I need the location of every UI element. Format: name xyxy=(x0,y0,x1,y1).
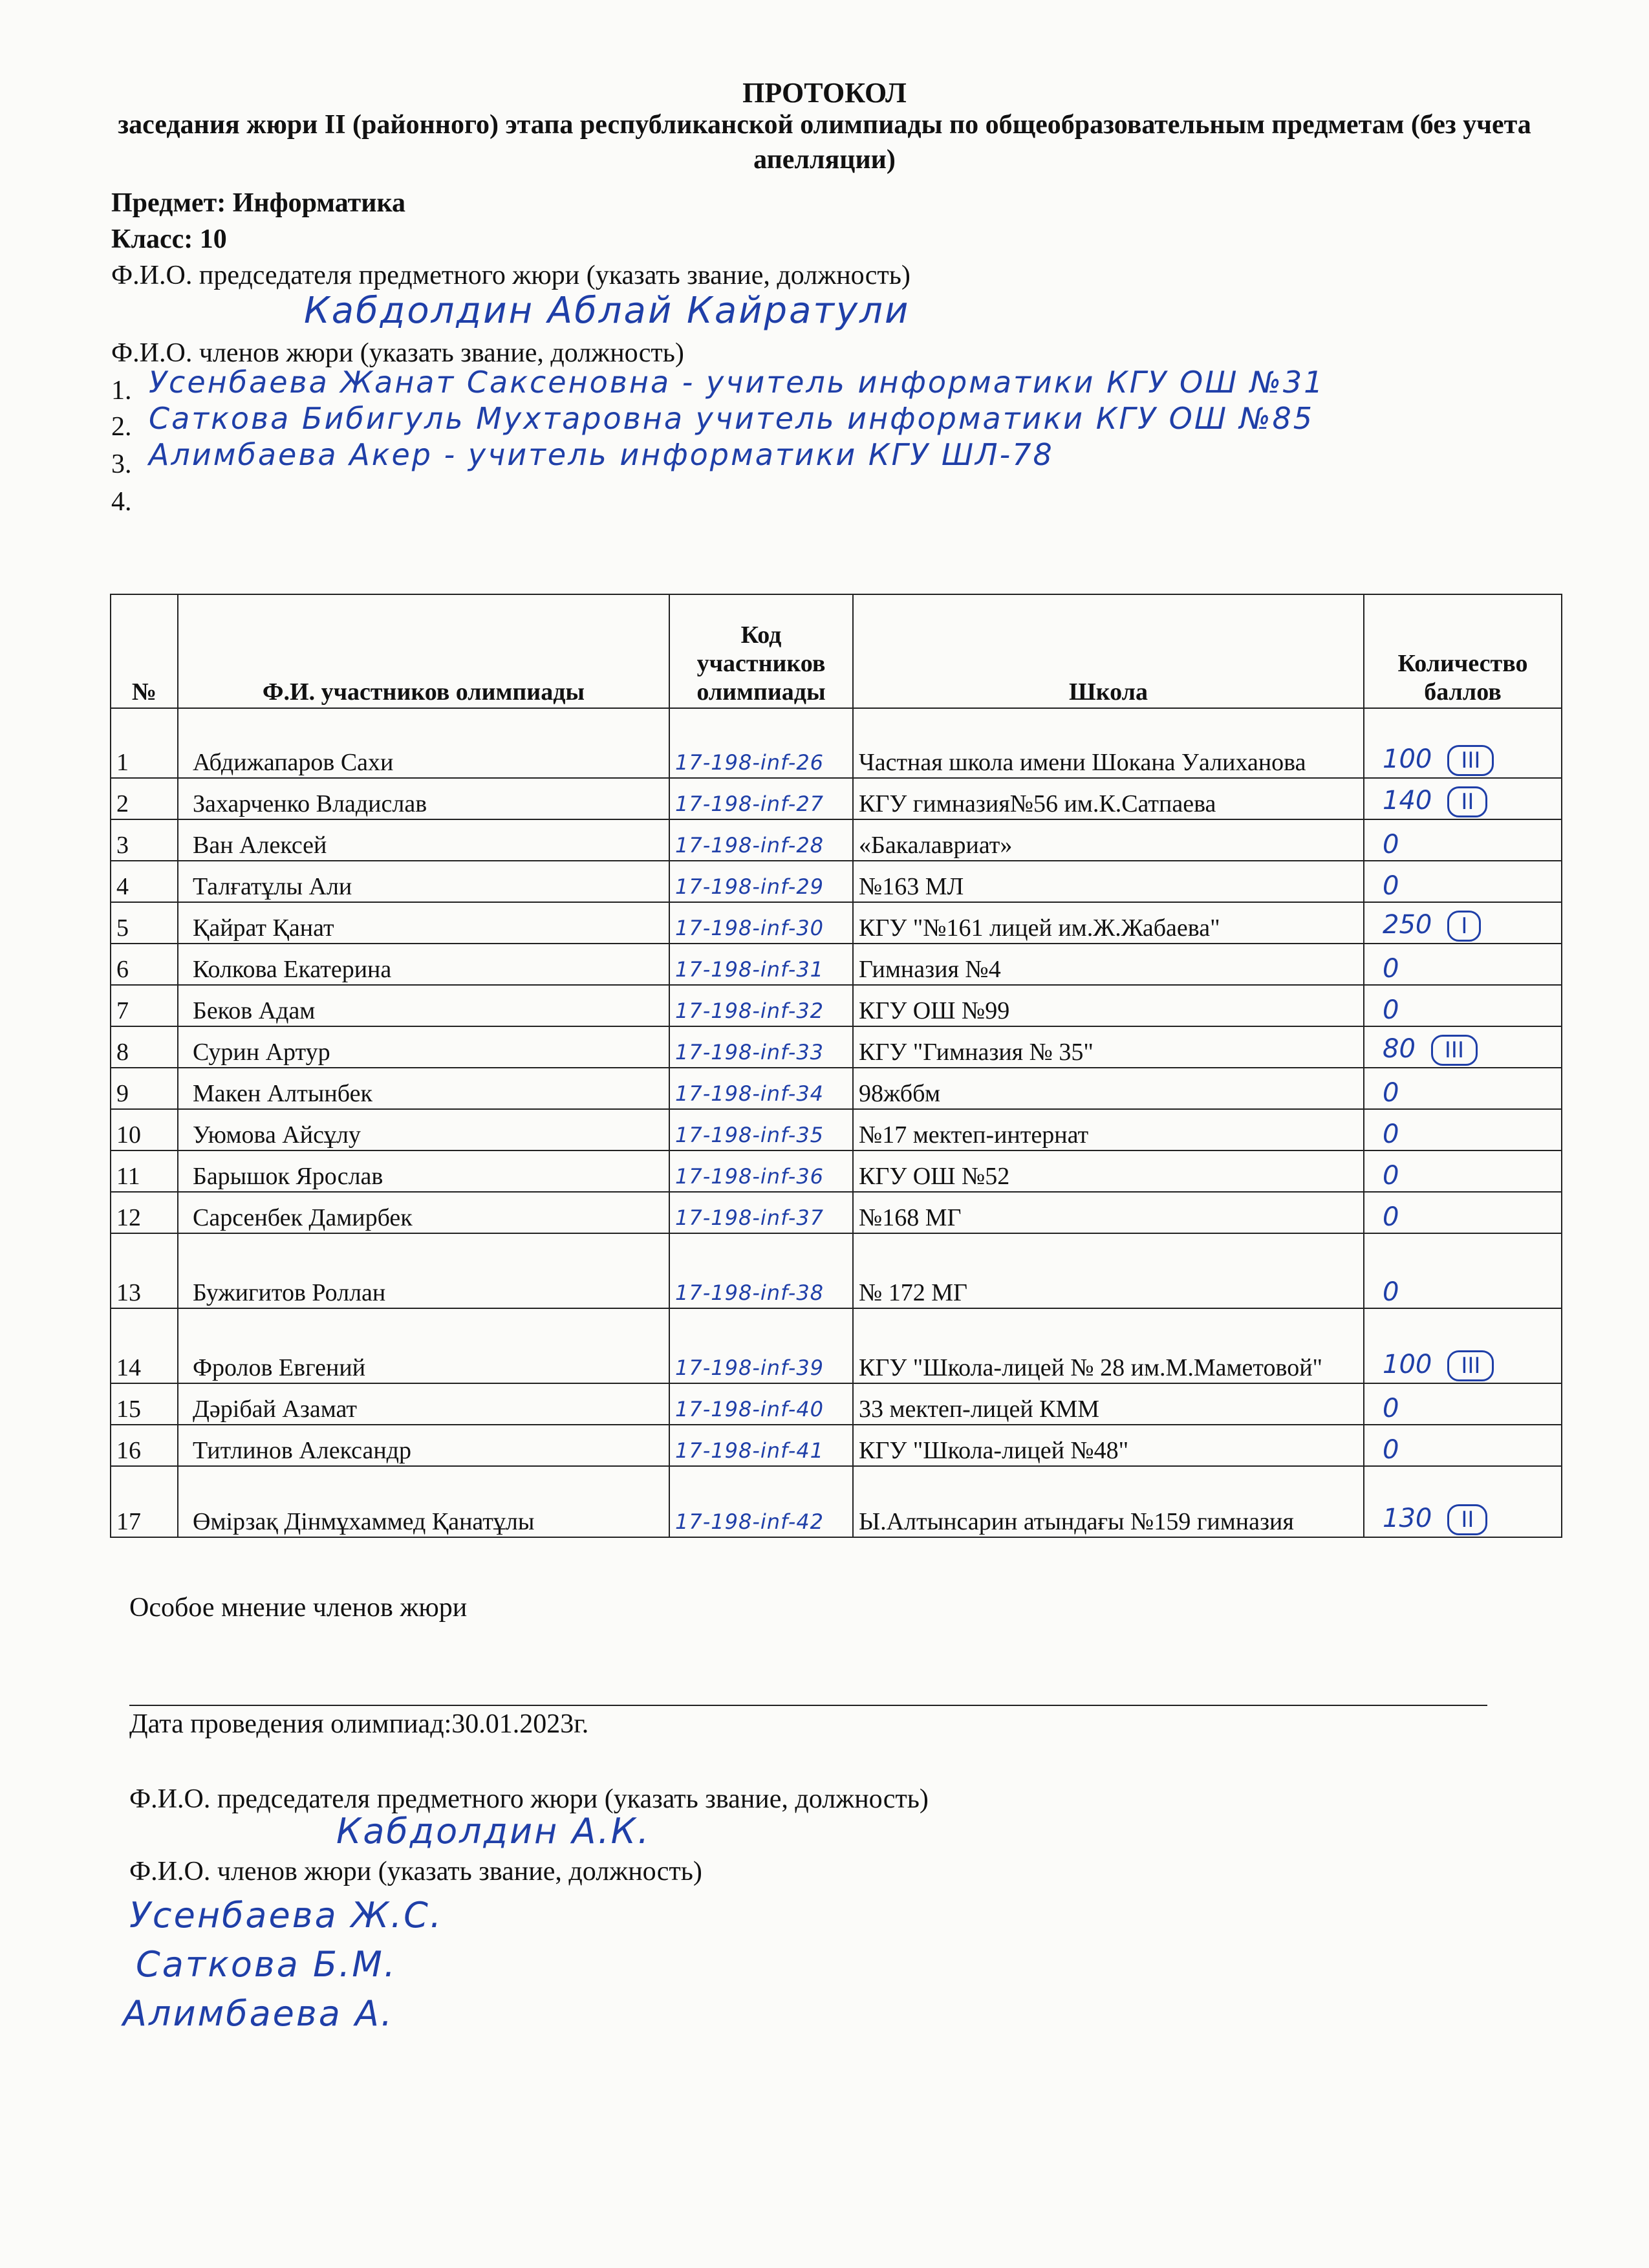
row-number: 11 xyxy=(111,1150,178,1192)
place-badge: II xyxy=(1447,1504,1487,1535)
document-subtitle: заседания жюри II (районного) этапа республиканской олимпиады по общеобразовательным предметам (без учета апелляции) xyxy=(118,110,1531,175)
school-name: № 172 МГ xyxy=(853,1233,1364,1308)
participant-code: 17-198-inf-35 xyxy=(675,1123,824,1147)
score-value: 0 xyxy=(1383,1435,1399,1465)
table-row xyxy=(111,819,1562,861)
chair-handwritten-name: Кабдолдин Аблай Кайратули xyxy=(304,290,911,332)
table-row xyxy=(111,778,1562,819)
header-code: Код участников олимпиады xyxy=(669,594,853,708)
participant-name: Уюмова Айсұлу xyxy=(178,1109,669,1150)
score-cell xyxy=(1364,944,1562,985)
member-signature-2: Саткова Б.М. xyxy=(136,1944,397,1985)
participant-code-cell xyxy=(669,708,853,778)
participant-name: Талғатұлы Али xyxy=(178,861,669,902)
score-cell xyxy=(1364,1233,1562,1308)
participant-code: 17-198-inf-40 xyxy=(675,1397,824,1421)
school-name: №17 мектеп-интернат xyxy=(853,1109,1364,1150)
row-number: 4 xyxy=(111,861,178,902)
table-row xyxy=(111,1233,1562,1308)
table-row xyxy=(111,1026,1562,1068)
score-cell xyxy=(1364,902,1562,944)
row-number: 15 xyxy=(111,1383,178,1425)
school-name: КГУ "Школа-лицей № 28 им.М.Маметовой" xyxy=(853,1308,1364,1383)
participant-code-cell xyxy=(669,1192,853,1233)
school-name: 33 мектеп-лицей КММ xyxy=(853,1383,1364,1425)
participant-name: Сарсенбек Дамирбек xyxy=(178,1192,669,1233)
school-name: КГУ ОШ №52 xyxy=(853,1150,1364,1192)
table-row xyxy=(111,1150,1562,1192)
school-name: «Бакалавриат» xyxy=(853,819,1364,861)
participant-code: 17-198-inf-28 xyxy=(675,833,824,858)
participant-code: 17-198-inf-39 xyxy=(675,1355,824,1380)
participant-code-cell xyxy=(669,902,853,944)
score-value: 0 xyxy=(1383,1202,1399,1232)
score-cell xyxy=(1364,819,1562,861)
participant-name: Колкова Екатерина xyxy=(178,944,669,985)
header-num: № xyxy=(111,594,178,708)
participant-name: Бужигитов Роллан xyxy=(178,1233,669,1308)
table-row xyxy=(111,1466,1562,1537)
score-cell xyxy=(1364,1308,1562,1383)
score-value: 100 xyxy=(1383,1350,1432,1379)
row-number: 12 xyxy=(111,1192,178,1233)
participant-code: 17-198-inf-31 xyxy=(675,957,824,982)
table-row xyxy=(111,902,1562,944)
subject-line: Предмет: Информатика xyxy=(111,188,406,218)
school-name: КГУ гимназия№56 им.К.Сатпаева xyxy=(853,778,1364,819)
participant-code: 17-198-inf-30 xyxy=(675,916,824,940)
participant-name: Фролов Евгений xyxy=(178,1308,669,1383)
row-number: 10 xyxy=(111,1109,178,1150)
table-row xyxy=(111,861,1562,902)
row-number: 2 xyxy=(111,778,178,819)
participant-code-cell xyxy=(669,1308,853,1383)
participant-name: Сурин Артур xyxy=(178,1026,669,1068)
table-row xyxy=(111,1109,1562,1150)
school-name: КГУ "Школа-лицей №48" xyxy=(853,1425,1364,1466)
school-name: 98жббм xyxy=(853,1068,1364,1109)
school-name: КГУ "№161 лицей им.Ж.Жабаева" xyxy=(853,902,1364,944)
participant-name: Ван Алексей xyxy=(178,819,669,861)
footer-members-label: Ф.И.О. членов жюри (указать звание, должность) xyxy=(129,1857,702,1886)
participant-code-cell xyxy=(669,778,853,819)
header-school: Школа xyxy=(853,594,1364,708)
opinion-line xyxy=(129,1705,1487,1706)
score-value: 0 xyxy=(1383,1119,1399,1149)
participant-code-cell xyxy=(669,819,853,861)
school-name: Гимназия №4 xyxy=(853,944,1364,985)
date-line: Дата проведения олимпиад:30.01.2023г. xyxy=(129,1709,589,1739)
header-name: Ф.И. участников олимпиады xyxy=(178,594,669,708)
school-name: Ы.Алтынсарин атындағы №159 гимназия xyxy=(853,1466,1364,1537)
member-2-handwritten: Саткова Бибигуль Мухтаровна учитель информатики КГУ ОШ №85 xyxy=(149,401,1315,436)
table-row xyxy=(111,1192,1562,1233)
participant-name: Қайрат Қанат xyxy=(178,902,669,944)
participant-name: Макен Алтынбек xyxy=(178,1068,669,1109)
score-value: 0 xyxy=(1383,1394,1399,1423)
table-row xyxy=(111,1068,1562,1109)
row-number: 9 xyxy=(111,1068,178,1109)
score-cell xyxy=(1364,1026,1562,1068)
score-value: 0 xyxy=(1383,1161,1399,1191)
row-number: 6 xyxy=(111,944,178,985)
table-row xyxy=(111,985,1562,1026)
participant-code-cell xyxy=(669,861,853,902)
participant-code-cell xyxy=(669,1068,853,1109)
score-value: 0 xyxy=(1383,1277,1399,1307)
participant-code-cell xyxy=(669,1233,853,1308)
member-3-num: 3. xyxy=(111,449,132,479)
row-number: 13 xyxy=(111,1233,178,1308)
participant-code-cell xyxy=(669,1425,853,1466)
score-cell xyxy=(1364,778,1562,819)
score-value: 100 xyxy=(1383,744,1432,774)
member-1-num: 1. xyxy=(111,376,132,405)
score-cell xyxy=(1364,1466,1562,1537)
score-cell xyxy=(1364,1109,1562,1150)
score-value: 0 xyxy=(1383,871,1399,901)
opinion-label: Особое мнение членов жюри xyxy=(129,1593,468,1623)
participant-code: 17-198-inf-38 xyxy=(675,1280,824,1305)
class-line: Класс: 10 xyxy=(111,224,227,254)
participant-code-cell xyxy=(669,1150,853,1192)
score-cell xyxy=(1364,985,1562,1026)
row-number: 5 xyxy=(111,902,178,944)
member-1-handwritten: Усенбаева Жанат Саксеновна - учитель информатики КГУ ОШ №31 xyxy=(149,365,1325,400)
table-row xyxy=(111,1308,1562,1383)
table-row xyxy=(111,1425,1562,1466)
score-value: 0 xyxy=(1383,954,1399,984)
member-3-handwritten: Алимбаева Акер - учитель информатики КГУ ШЛ-78 xyxy=(149,437,1054,472)
member-signature-3: Алимбаева А. xyxy=(123,1993,394,2034)
row-number: 3 xyxy=(111,819,178,861)
score-value: 80 xyxy=(1383,1034,1416,1064)
school-name: №168 МГ xyxy=(853,1192,1364,1233)
participant-name: Дәрібай Азамат xyxy=(178,1383,669,1425)
score-value: 130 xyxy=(1383,1504,1432,1533)
table-row xyxy=(111,1383,1562,1425)
school-name: КГУ ОШ №99 xyxy=(853,985,1364,1026)
participant-code-cell xyxy=(669,1383,853,1425)
score-cell xyxy=(1364,861,1562,902)
participant-name: Абдижапаров Сахи xyxy=(178,708,669,778)
participant-code: 17-198-inf-33 xyxy=(675,1040,824,1064)
document-title: ПРОТОКОЛ xyxy=(742,77,907,109)
participant-code: 17-198-inf-41 xyxy=(675,1438,824,1463)
score-value: 0 xyxy=(1383,1078,1399,1108)
member-4-num: 4. xyxy=(111,487,132,517)
results-table xyxy=(110,594,1562,1538)
row-number: 14 xyxy=(111,1308,178,1383)
score-value: 0 xyxy=(1383,830,1399,859)
place-badge: III xyxy=(1447,1350,1494,1381)
score-cell xyxy=(1364,1383,1562,1425)
footer-chair-label: Ф.И.О. председателя предметного жюри (указать звание, должность) xyxy=(129,1784,929,1814)
row-number: 16 xyxy=(111,1425,178,1466)
participant-name: Беков Адам xyxy=(178,985,669,1026)
participant-code-cell xyxy=(669,944,853,985)
place-badge: II xyxy=(1447,786,1487,817)
score-value: 140 xyxy=(1383,786,1432,815)
participant-code-cell xyxy=(669,1109,853,1150)
place-badge: III xyxy=(1431,1035,1478,1066)
score-cell xyxy=(1364,1068,1562,1109)
member-2-num: 2. xyxy=(111,412,132,442)
score-cell xyxy=(1364,1150,1562,1192)
header-score: Количество баллов xyxy=(1364,594,1562,708)
participant-name: Титлинов Александр xyxy=(178,1425,669,1466)
participant-name: Өмірзақ Дінмұхаммед Қанатұлы xyxy=(178,1466,669,1537)
participant-code: 17-198-inf-32 xyxy=(675,999,824,1023)
score-value: 0 xyxy=(1383,995,1399,1025)
table-header-row xyxy=(111,594,1562,708)
place-badge: III xyxy=(1447,745,1494,776)
row-number: 8 xyxy=(111,1026,178,1068)
score-value: 250 xyxy=(1383,910,1432,940)
school-name: КГУ "Гимназия № 35" xyxy=(853,1026,1364,1068)
school-name: Частная школа имени Шокана Уалиханова xyxy=(853,708,1364,778)
table-row xyxy=(111,708,1562,778)
score-cell xyxy=(1364,1425,1562,1466)
results-body xyxy=(111,708,1562,1537)
participant-code: 17-198-inf-26 xyxy=(675,750,824,775)
participant-code: 17-198-inf-34 xyxy=(675,1081,824,1106)
members-label: Ф.И.О. членов жюри (указать звание, должность) xyxy=(111,338,684,368)
participant-name: Захарченко Владислав xyxy=(178,778,669,819)
table-row xyxy=(111,944,1562,985)
chair-signature: Кабдолдин А.К. xyxy=(336,1811,651,1852)
participant-code: 17-198-inf-27 xyxy=(675,792,824,816)
row-number: 7 xyxy=(111,985,178,1026)
participant-code-cell xyxy=(669,1466,853,1537)
participant-code: 17-198-inf-37 xyxy=(675,1205,824,1230)
place-badge: I xyxy=(1447,911,1481,942)
participant-code: 17-198-inf-29 xyxy=(675,874,824,899)
row-number: 1 xyxy=(111,708,178,778)
participant-code-cell xyxy=(669,985,853,1026)
score-cell xyxy=(1364,1192,1562,1233)
score-cell xyxy=(1364,708,1562,778)
participant-code: 17-198-inf-42 xyxy=(675,1509,824,1534)
row-number: 17 xyxy=(111,1466,178,1537)
participant-code: 17-198-inf-36 xyxy=(675,1164,824,1189)
chair-label: Ф.И.О. председателя предметного жюри (указать звание, должность) xyxy=(111,261,911,290)
school-name: №163 МЛ xyxy=(853,861,1364,902)
participant-name: Барышок Ярослав xyxy=(178,1150,669,1192)
member-signature-1: Усенбаева Ж.С. xyxy=(129,1895,444,1936)
participant-code-cell xyxy=(669,1026,853,1068)
